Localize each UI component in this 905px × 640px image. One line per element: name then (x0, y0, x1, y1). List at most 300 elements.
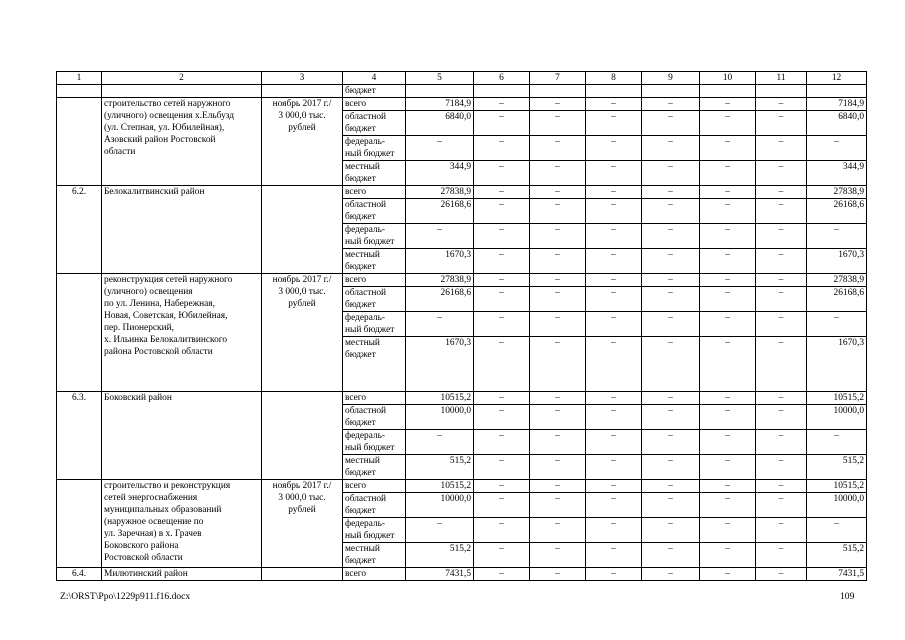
item-code: 6.4. (57, 568, 102, 581)
funding-source (343, 480, 406, 493)
value-year: – (756, 274, 807, 287)
value-year: – (700, 186, 756, 199)
item-name-line: (ул. Степная, ул. Юбилейная), (104, 123, 225, 133)
table-row (57, 98, 867, 111)
value-year: – (700, 224, 756, 249)
item-name-line: строительство сетей наружного (104, 99, 231, 109)
item-name-line: Боковского района (104, 541, 179, 551)
value-year: – (642, 405, 700, 430)
item-name (102, 274, 262, 392)
funding-source-line: ный бюджет (345, 149, 395, 159)
item-name-line: (уличного) освещения (104, 287, 193, 297)
column-number: 10 (700, 72, 756, 85)
funding-source (343, 392, 406, 405)
column-number: 9 (642, 72, 700, 85)
table-row (57, 568, 867, 581)
item-name-line: района Ростовской области (104, 347, 213, 357)
value-year: – (700, 337, 756, 392)
item-name-line: строительство и реконструкция (104, 481, 231, 491)
value-grand-total: 10000,0 (807, 405, 867, 430)
item-name-line: Милютинский район (104, 569, 188, 579)
column-number: 4 (343, 72, 406, 85)
item-name-line: (наружное освещение по (104, 517, 204, 527)
value-year: – (474, 274, 530, 287)
value-year: – (642, 337, 700, 392)
column-number: 11 (756, 72, 807, 85)
funding-source-line: местный (345, 250, 380, 260)
funding-source-line: бюджет (345, 300, 376, 310)
value-year: – (530, 455, 586, 480)
funding-source-line: всего (345, 187, 367, 197)
table-cell (262, 85, 343, 98)
value-year: – (586, 518, 642, 543)
value-year: – (530, 430, 586, 455)
table-cell (807, 85, 867, 98)
funding-source-line: федераль- (345, 519, 386, 529)
value-year: – (530, 249, 586, 274)
item-name-line: ул. Заречная) в х. Грачев (104, 529, 202, 539)
value-year: – (642, 568, 700, 581)
value-year: – (530, 518, 586, 543)
value-year: – (474, 199, 530, 224)
value-grand-total: 7431,5 (807, 568, 867, 581)
value-total: 27838,9 (406, 186, 474, 199)
item-term (262, 98, 343, 186)
value-year: – (586, 111, 642, 136)
funding-source (343, 186, 406, 199)
value-year: – (700, 480, 756, 493)
value-grand-total: 515,2 (807, 543, 867, 568)
funding-source-line: бюджет (345, 418, 376, 428)
value-year: – (642, 493, 700, 518)
value-grand-total: – (807, 312, 867, 337)
funding-source-line: местный (345, 544, 380, 554)
item-term-line: 3 000,0 тыс. (278, 111, 326, 121)
funding-source (343, 493, 406, 518)
value-total: 10515,2 (406, 480, 474, 493)
value-year: – (586, 493, 642, 518)
item-name (102, 186, 262, 274)
funding-source (343, 199, 406, 224)
value-year: – (530, 224, 586, 249)
value-year: – (756, 568, 807, 581)
funding-source (343, 274, 406, 287)
value-year: – (756, 249, 807, 274)
value-total: 26168,6 (406, 287, 474, 312)
value-year: – (474, 518, 530, 543)
value-year: – (474, 186, 530, 199)
value-year: – (586, 274, 642, 287)
value-year: – (642, 111, 700, 136)
item-term-line: рублей (288, 123, 316, 133)
item-term-line: 3 000,0 тыс. (278, 493, 326, 503)
column-number: 6 (474, 72, 530, 85)
item-term-line: ноябрь 2017 г./ (272, 275, 332, 285)
table-row (57, 85, 867, 98)
value-year: – (530, 98, 586, 111)
table-row (57, 274, 867, 287)
funding-source (343, 405, 406, 430)
value-year: – (530, 199, 586, 224)
table-row (57, 392, 867, 405)
value-year: – (700, 249, 756, 274)
item-term (262, 568, 343, 581)
table-cell (756, 85, 807, 98)
value-year: – (474, 224, 530, 249)
item-name-line: реконструкция сетей наружного (104, 275, 233, 285)
funding-source-line: федераль- (345, 313, 386, 323)
value-year: – (474, 312, 530, 337)
funding-source-line: областной (345, 406, 387, 416)
value-year: – (530, 337, 586, 392)
item-term-line: ноябрь 2017 г./ (272, 481, 332, 491)
value-year: – (530, 392, 586, 405)
value-grand-total: 1670,3 (807, 337, 867, 392)
value-year: – (642, 199, 700, 224)
item-term-line: ноябрь 2017 г./ (272, 99, 332, 109)
value-grand-total: 515,2 (807, 455, 867, 480)
value-year: – (700, 392, 756, 405)
funding-source-line: ный бюджет (345, 531, 395, 541)
value-grand-total: 27838,9 (807, 274, 867, 287)
item-code (57, 274, 102, 392)
value-year: – (756, 518, 807, 543)
value-total: 10000,0 (406, 405, 474, 430)
item-name-line: пер. Пионерский, (104, 323, 174, 333)
value-total: 344,9 (406, 161, 474, 186)
value-year: – (586, 312, 642, 337)
value-total: – (406, 312, 474, 337)
funding-source (343, 249, 406, 274)
item-term-line: рублей (288, 505, 316, 515)
funding-source (343, 430, 406, 455)
funding-source-line: всего (345, 275, 367, 285)
value-year: – (642, 274, 700, 287)
value-year: – (642, 392, 700, 405)
item-name (102, 480, 262, 568)
value-year: – (642, 430, 700, 455)
value-year: – (700, 199, 756, 224)
funding-source-line: бюджет (345, 468, 376, 478)
value-year: – (642, 543, 700, 568)
value-year: – (700, 111, 756, 136)
value-year: – (642, 312, 700, 337)
funding-source-line: областной (345, 494, 387, 504)
budget-table (56, 71, 867, 581)
column-number: 7 (530, 72, 586, 85)
value-year: – (700, 430, 756, 455)
value-year: – (586, 543, 642, 568)
funding-source-line: всего (345, 99, 367, 109)
value-year: – (756, 430, 807, 455)
value-grand-total: – (807, 518, 867, 543)
funding-source-line: местный (345, 162, 380, 172)
value-year: – (642, 287, 700, 312)
item-code: 6.2. (57, 186, 102, 274)
value-year: – (586, 430, 642, 455)
value-year: – (700, 518, 756, 543)
value-year: – (474, 568, 530, 581)
value-year: – (700, 287, 756, 312)
funding-source (343, 337, 406, 392)
item-term (262, 274, 343, 392)
value-year: – (474, 493, 530, 518)
item-term (262, 480, 343, 568)
value-total: 26168,6 (406, 199, 474, 224)
value-year: – (756, 136, 807, 161)
value-year: – (530, 274, 586, 287)
funding-source (343, 568, 406, 581)
value-year: – (642, 224, 700, 249)
table-cell: бюджет (343, 85, 406, 98)
value-grand-total: 6840,0 (807, 111, 867, 136)
value-year: – (530, 287, 586, 312)
funding-source (343, 224, 406, 249)
value-year: – (756, 493, 807, 518)
item-name-line: Боковский район (104, 393, 172, 403)
value-total: 6840,0 (406, 111, 474, 136)
value-year: – (756, 405, 807, 430)
value-total: 7184,9 (406, 98, 474, 111)
value-year: – (586, 98, 642, 111)
value-year: – (756, 199, 807, 224)
value-grand-total: 10000,0 (807, 493, 867, 518)
value-year: – (756, 337, 807, 392)
value-year: – (642, 455, 700, 480)
column-number: 8 (586, 72, 642, 85)
funding-source-line: бюджет (345, 556, 376, 566)
value-year: – (474, 111, 530, 136)
column-number: 2 (102, 72, 262, 85)
funding-source-line: местный (345, 338, 380, 348)
funding-source (343, 312, 406, 337)
value-year: – (474, 455, 530, 480)
value-year: – (756, 543, 807, 568)
value-total: – (406, 430, 474, 455)
value-year: – (530, 543, 586, 568)
table-cell (700, 85, 756, 98)
value-total: 10515,2 (406, 392, 474, 405)
funding-source-line: федераль- (345, 137, 386, 147)
value-grand-total: – (807, 136, 867, 161)
table-cell (642, 85, 700, 98)
value-year: – (756, 98, 807, 111)
value-year: – (642, 518, 700, 543)
table-cell (406, 85, 474, 98)
value-year: – (642, 480, 700, 493)
value-total: 515,2 (406, 455, 474, 480)
value-year: – (474, 543, 530, 568)
item-term-line: 3 000,0 тыс. (278, 287, 326, 297)
value-year: – (474, 430, 530, 455)
value-year: – (700, 274, 756, 287)
funding-source-line: всего (345, 481, 367, 491)
value-year: – (756, 287, 807, 312)
funding-source-line: всего (345, 569, 367, 579)
item-name-line: х. Ильинка Белокалитвинского (104, 335, 228, 345)
value-total: 1670,3 (406, 249, 474, 274)
value-year: – (474, 480, 530, 493)
file-path: Z:\ORST\Ppo\1229p911.f16.docx (60, 591, 191, 602)
item-name-line: сетей энергоснабжения (104, 493, 198, 503)
value-year: – (474, 287, 530, 312)
item-name (102, 392, 262, 480)
value-year: – (530, 480, 586, 493)
value-year: – (474, 392, 530, 405)
funding-source-line: федераль- (345, 225, 386, 235)
value-year: – (530, 111, 586, 136)
value-year: – (700, 312, 756, 337)
column-number: 3 (262, 72, 343, 85)
value-grand-total: 26168,6 (807, 287, 867, 312)
value-year: – (586, 224, 642, 249)
value-year: – (700, 405, 756, 430)
value-grand-total: – (807, 430, 867, 455)
value-year: – (586, 405, 642, 430)
value-total: – (406, 518, 474, 543)
value-grand-total: – (807, 224, 867, 249)
table-row (57, 186, 867, 199)
value-year: – (756, 224, 807, 249)
funding-source-line: бюджет (345, 174, 376, 184)
funding-source (343, 111, 406, 136)
value-grand-total: 10515,2 (807, 392, 867, 405)
value-grand-total: 7184,9 (807, 98, 867, 111)
item-term (262, 186, 343, 274)
value-year: – (586, 287, 642, 312)
item-code (57, 480, 102, 568)
value-grand-total: 344,9 (807, 161, 867, 186)
column-number: 5 (406, 72, 474, 85)
column-number: 1 (57, 72, 102, 85)
value-year: – (474, 337, 530, 392)
table-cell (586, 85, 642, 98)
column-number: 12 (807, 72, 867, 85)
table-cell (474, 85, 530, 98)
value-total: 515,2 (406, 543, 474, 568)
funding-source-line: бюджет (345, 212, 376, 222)
item-name-line: области (104, 147, 136, 157)
item-name (102, 98, 262, 186)
header-row (57, 72, 867, 85)
value-year: – (642, 186, 700, 199)
value-year: – (586, 136, 642, 161)
table-cell (102, 85, 262, 98)
item-code (57, 98, 102, 186)
funding-source-line: бюджет (345, 506, 376, 516)
value-year: – (530, 186, 586, 199)
funding-source-line: бюджет (345, 350, 376, 360)
item-name-line: Ростовской области (104, 553, 183, 563)
value-total: 27838,9 (406, 274, 474, 287)
funding-source-line: областной (345, 112, 387, 122)
value-year: – (530, 136, 586, 161)
funding-source-line: местный (345, 456, 380, 466)
funding-source (343, 455, 406, 480)
value-grand-total: 26168,6 (807, 199, 867, 224)
funding-source-line: всего (345, 393, 367, 403)
value-year: – (700, 493, 756, 518)
item-name-line: Азовский район Ростовской (104, 135, 216, 145)
value-year: – (700, 98, 756, 111)
value-year: – (756, 186, 807, 199)
value-year: – (530, 161, 586, 186)
funding-source-line: областной (345, 200, 387, 210)
value-year: – (530, 312, 586, 337)
funding-source-line: ный бюджет (345, 325, 395, 335)
value-year: – (586, 392, 642, 405)
value-year: – (474, 98, 530, 111)
funding-source-line: областной (345, 288, 387, 298)
value-total: 7431,5 (406, 568, 474, 581)
value-year: – (642, 98, 700, 111)
item-term-line: рублей (288, 299, 316, 309)
value-grand-total: 1670,3 (807, 249, 867, 274)
item-code: 6.3. (57, 392, 102, 480)
value-year: – (586, 199, 642, 224)
funding-source (343, 518, 406, 543)
value-year: – (474, 249, 530, 274)
value-total: 10000,0 (406, 493, 474, 518)
funding-source (343, 161, 406, 186)
value-year: – (756, 392, 807, 405)
value-year: – (756, 161, 807, 186)
value-year: – (756, 455, 807, 480)
funding-source-line: ный бюджет (345, 237, 395, 247)
item-name-line: Новая, Советская, Юбилейная, (104, 311, 228, 321)
value-year: – (474, 405, 530, 430)
value-year: – (586, 568, 642, 581)
funding-source (343, 136, 406, 161)
value-year: – (756, 312, 807, 337)
table-cell (530, 85, 586, 98)
value-year: – (586, 186, 642, 199)
value-year: – (530, 568, 586, 581)
value-total: – (406, 136, 474, 161)
value-year: – (642, 161, 700, 186)
funding-source-line: федераль- (345, 431, 386, 441)
funding-source (343, 98, 406, 111)
value-year: – (474, 161, 530, 186)
funding-source-line: бюджет (345, 124, 376, 134)
funding-source-line: бюджет (345, 262, 376, 272)
value-year: – (586, 249, 642, 274)
item-name-line: по ул. Ленина, Набережная, (104, 299, 215, 309)
value-year: – (586, 337, 642, 392)
value-year: – (586, 161, 642, 186)
funding-source (343, 287, 406, 312)
value-year: – (530, 493, 586, 518)
value-year: – (474, 136, 530, 161)
value-year: – (700, 161, 756, 186)
value-year: – (700, 455, 756, 480)
value-total: 1670,3 (406, 337, 474, 392)
value-year: – (586, 480, 642, 493)
table-row (57, 480, 867, 493)
value-grand-total: 27838,9 (807, 186, 867, 199)
funding-source (343, 543, 406, 568)
value-year: – (700, 136, 756, 161)
value-year: – (700, 543, 756, 568)
item-name (102, 568, 262, 581)
funding-source-line: ный бюджет (345, 443, 395, 453)
item-name-line: муниципальных образований (104, 505, 222, 515)
value-year: – (700, 568, 756, 581)
value-year: – (756, 480, 807, 493)
item-term (262, 392, 343, 480)
item-name-line: (уличного) освещения х.Ельбузд (104, 111, 235, 121)
value-year: – (756, 111, 807, 136)
